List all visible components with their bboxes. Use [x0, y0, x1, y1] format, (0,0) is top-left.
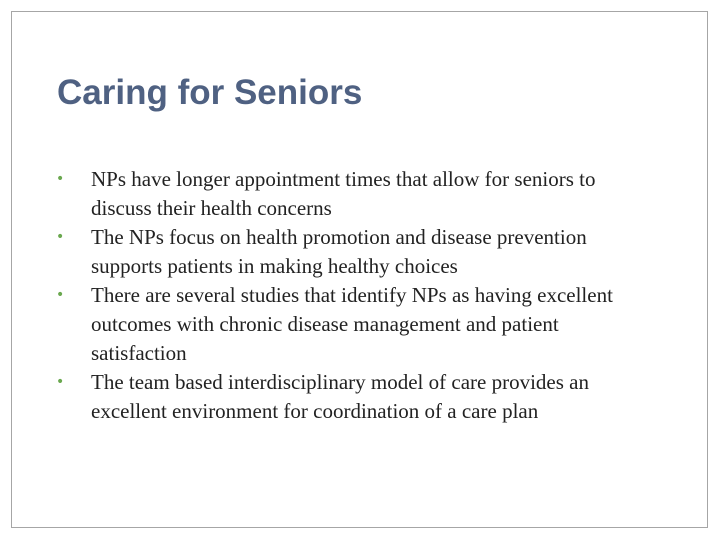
bullet-dot-icon: • — [56, 287, 65, 303]
bullet-item — [56, 368, 656, 426]
bullet-text: NPs have longer appointment times that allow for seniors to discuss their health concerns — [91, 167, 596, 220]
bullet-text: There are several studies that identify NPs as having excellent outcomes with chronic disease management and patient satisfaction — [91, 283, 613, 365]
bullet-item — [56, 281, 656, 368]
bullet-dot-icon: • — [56, 229, 65, 245]
bullet-text: The NPs focus on health promotion and disease prevention supports patients in making healthy choices — [91, 225, 587, 278]
bullet-item — [56, 165, 656, 223]
bullet-dot-icon: • — [56, 171, 65, 187]
slide — [11, 11, 708, 528]
bullet-dot-icon: • — [56, 374, 65, 390]
slide-title: Caring for Seniors — [57, 73, 363, 112]
bullet-list — [56, 165, 656, 426]
bullet-text: The team based interdisciplinary model of care provides an excellent environment for coordination of a care plan — [91, 370, 589, 423]
bullet-item — [56, 223, 656, 281]
